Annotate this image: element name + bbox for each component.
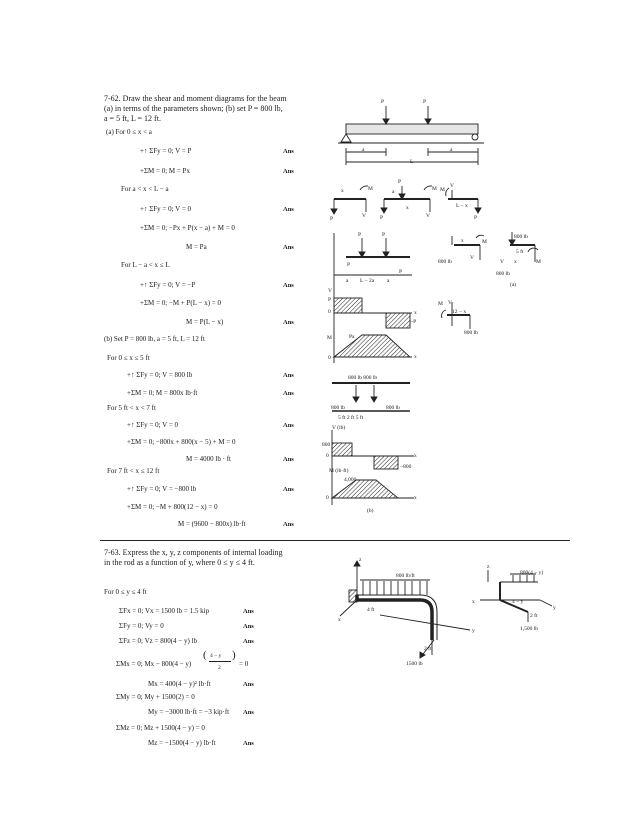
diag-b-Vlb: V (lb) (332, 425, 346, 431)
diag-a-P-support-left: P (347, 262, 351, 268)
fbdB-M: M (438, 301, 443, 307)
ans-label: Ans (283, 148, 294, 155)
fbdB-12x: 12 − x (452, 309, 467, 315)
fig-label-a: (a) (510, 282, 517, 288)
fbd763-4y: 4 − y (512, 599, 524, 605)
paren-close: ) (232, 649, 236, 661)
diag-a-zero: 0 (328, 309, 331, 315)
diag-a-V: V (328, 288, 332, 294)
diag-a-a-right: a (387, 278, 390, 284)
eq-b5: M = 4000 lb · ft (186, 455, 231, 463)
diag-a-P-left: P (358, 232, 362, 238)
dim-a-right: a (450, 147, 453, 153)
fbd763-1500: 1,500 lb (520, 626, 539, 632)
eq-a7: +ΣM = 0; −M + P(L − x) = 0 (140, 299, 221, 307)
fbdB-800lb: 800 lb (464, 330, 478, 336)
fbdA2-800lb-bottom: 800 lb (496, 271, 510, 277)
case-b-range-3: For 7 ft < x ≤ 12 ft (107, 467, 160, 475)
eq763-8: ΣMz = 0; Mz + 1500(4 − y) = 0 (116, 724, 205, 732)
problem-762-title-line1: 7-62. Draw the shear and moment diagrams for the beam (104, 94, 287, 103)
fbd1-V: V (362, 213, 366, 219)
divider (100, 540, 570, 541)
fbdA2-800lb: 800 lb (514, 234, 528, 240)
fbd2-P-top: P (398, 179, 402, 185)
fbdA2-V: V (500, 259, 504, 265)
diag-b-spans: 5 ft 2 ft 5 ft (338, 415, 364, 421)
eq-a1: +↑ ΣFy = 0; V = P (140, 147, 192, 155)
case-b-range-2: For 5 ft < x < 7 ft (107, 404, 156, 412)
case-a-range-2: For a < x < L − a (121, 185, 169, 193)
fbd1-P: P (330, 216, 334, 222)
fbd763-y: y (553, 605, 556, 611)
fbd3-V: V (450, 183, 454, 189)
eq763-5: Mx = 400(4 − y)² lb·ft (148, 680, 211, 688)
fbd2-a: a (392, 189, 395, 195)
ans-label: Ans (283, 206, 294, 213)
ans-label: Ans (283, 282, 294, 289)
beam (346, 124, 478, 134)
fbdA-V: V (470, 255, 474, 261)
eq763-7: My = −3000 lb·ft = −3 kip·ft (148, 708, 230, 716)
ans-label: Ans (243, 740, 254, 747)
diag-b-Mlbft: M (lb·ft) (329, 468, 349, 474)
eq763-6: ΣMy = 0; My + 1500(2) = 0 (116, 693, 195, 701)
problem-763-title-line1: 7-63. Express the x, y, z components of internal loading (104, 548, 283, 557)
eq-b1: +↑ ΣFy = 0; V = 800 lb (127, 371, 193, 379)
diag-b-x-M: x (414, 495, 417, 501)
ans-label: Ans (283, 319, 294, 326)
eq-b6: +↑ ΣFy = 0; V = −800 lb (127, 485, 197, 493)
diag-b-800lb-left: 800 lb (331, 405, 345, 411)
fbd2-x: x (406, 205, 409, 211)
eq-a3: +↑ ΣFy = 0; V = 0 (140, 205, 192, 213)
diag-a-Pa: Pa (349, 334, 355, 340)
fig763-4ft: 4 ft (367, 607, 375, 613)
case-a-range-1: (a) For 0 ≤ x < a (106, 128, 152, 136)
eq-a6: +↑ ΣFy = 0; V = −P (140, 281, 196, 289)
diag-a-zero-M: 0 (328, 355, 331, 361)
fig763-2ft: 2 ft (424, 646, 432, 652)
diag-a-M: M (327, 335, 332, 341)
eq-b3: +↑ ΣFy = 0; V = 0 (127, 421, 179, 429)
diag-a-x: x (414, 310, 417, 316)
fbd763-z: z (487, 564, 490, 570)
fig763-z: z (359, 557, 362, 563)
diag-a-a-left: a (346, 278, 349, 284)
range-763: For 0 ≤ y ≤ 4 ft (104, 588, 147, 596)
diag-b-800lb-right: 800 lb (386, 405, 400, 411)
diag-a-x-M: x (414, 354, 417, 360)
fbdA2-x: x (514, 259, 517, 265)
fbd3-P: P (474, 215, 478, 221)
diag-a-negP: −P (410, 319, 417, 325)
ans-label: Ans (283, 521, 294, 528)
fbd763-load: 800(4 − y) (520, 570, 544, 576)
fbdA-800lb: 800 lb (438, 259, 452, 265)
problem-762-title-line2: (a) in terms of the parameters shown; (b) set P = 800 lb, (104, 104, 283, 113)
diag-a-P-support-right: P (399, 269, 403, 275)
diag-a-P-right: P (382, 232, 386, 238)
load-P-left: P (381, 99, 385, 105)
fbd763-2ft: 2 ft (530, 613, 538, 619)
ans-label: Ans (283, 244, 294, 251)
diag-b-m4000: 4,000 (344, 477, 357, 483)
eq763-4-num: 4 − y (210, 653, 222, 659)
dim-L: L (410, 159, 414, 165)
eq-a5: M = Pa (186, 243, 207, 251)
fig763-1500lb: 1500 lb (406, 661, 423, 667)
fig-label-b: (b) (367, 508, 374, 514)
fbd3-M: M (440, 187, 445, 193)
diag-a-L2a: L − 2a (360, 278, 375, 284)
case-a-range-3: For L − a < x ≤ L (121, 261, 170, 269)
diag-b-zero: 0 (326, 453, 329, 459)
fbd3-Lx: L − x (456, 203, 468, 209)
eq763-4b: = 0 (239, 660, 249, 668)
ans-label: Ans (243, 638, 254, 645)
eq-b2: +ΣM = 0; M = 800x lb·ft (127, 389, 198, 397)
eq763-3: ΣFz = 0; Vz = 800(4 − y) lb (119, 637, 198, 645)
diag-b-x: x (414, 453, 417, 459)
fig763-load: 800 lb/ft (396, 573, 415, 579)
eq-b7: +ΣM = 0; −M + 800(12 − x) = 0 (127, 503, 218, 511)
eq763-4: ΣMx = 0; Mx − 800(4 − y) (116, 660, 192, 668)
fbd2-V: V (426, 213, 430, 219)
fbd2-M: M (432, 186, 437, 192)
eq-b4: +ΣM = 0; −800x + 800(x − 5) + M = 0 (127, 438, 236, 446)
problem-762-title-line3: a = 5 ft, L = 12 ft. (104, 114, 161, 123)
fig763-x: x (338, 617, 341, 623)
diag-a-Pshear: P (328, 297, 332, 303)
eq-a8: M = P(L − x) (186, 318, 224, 326)
case-b-range-1: For 0 ≤ x ≤ 5 ft (107, 354, 150, 362)
fbdB-V: V (448, 300, 452, 306)
eq763-9: Mz = −1500(4 − y) lb·ft (148, 739, 216, 747)
ans-label: Ans (283, 422, 294, 429)
fig763-y: y (472, 628, 475, 634)
eq-b8: M = (9600 − 800x) lb·ft (178, 520, 246, 528)
fbd2-P: P (380, 215, 384, 221)
load-P-right: P (423, 99, 427, 105)
ans-label: Ans (243, 608, 254, 615)
eq-a2: +ΣM = 0; M = Px (140, 167, 190, 175)
ans-label: Ans (283, 372, 294, 379)
ans-label: Ans (283, 456, 294, 463)
eq-a4: +ΣM = 0; −Px + P(x − a) + M = 0 (140, 224, 235, 232)
ans-label: Ans (283, 486, 294, 493)
ans-label: Ans (283, 390, 294, 397)
diag-b-loads: 800 lb 800 lb (348, 375, 378, 381)
eq763-2: ΣFy = 0; Vy = 0 (119, 622, 164, 630)
ans-label: Ans (283, 168, 294, 175)
pin-support (341, 134, 351, 142)
fbdA2-M: M (536, 259, 541, 265)
ans-label: Ans (243, 623, 254, 630)
eq763-1: ΣFx = 0; Vx = 1500 lb = 1.5 kip (119, 607, 210, 615)
fraction-bar (209, 661, 231, 662)
fbd763-x: x (472, 599, 475, 605)
case-b-settings: (b) Set P = 800 lb, a = 5 ft, L = 12 ft (104, 335, 205, 343)
paren-open: ( (203, 649, 207, 661)
eq763-4-den: 2 (218, 665, 221, 671)
ans-label: Ans (243, 709, 254, 716)
ans-label: Ans (243, 681, 254, 688)
diag-b-v800: 800 (322, 442, 331, 448)
diag-b-vneg800: −800 (400, 464, 412, 470)
fbd1-M: M (368, 186, 373, 192)
fbdA-M: M (482, 239, 487, 245)
dim-a-left: a (362, 147, 365, 153)
fbd1-x: x (341, 188, 344, 194)
problem-763-title-line2: in the rod as a function of y, where 0 ≤ y ≤ 4 ft. (104, 558, 255, 567)
diag-b-zero-M: 0 (326, 495, 329, 501)
fbdA-x: x (461, 238, 464, 244)
fbdA2-5ft: 5 ft (516, 249, 524, 255)
